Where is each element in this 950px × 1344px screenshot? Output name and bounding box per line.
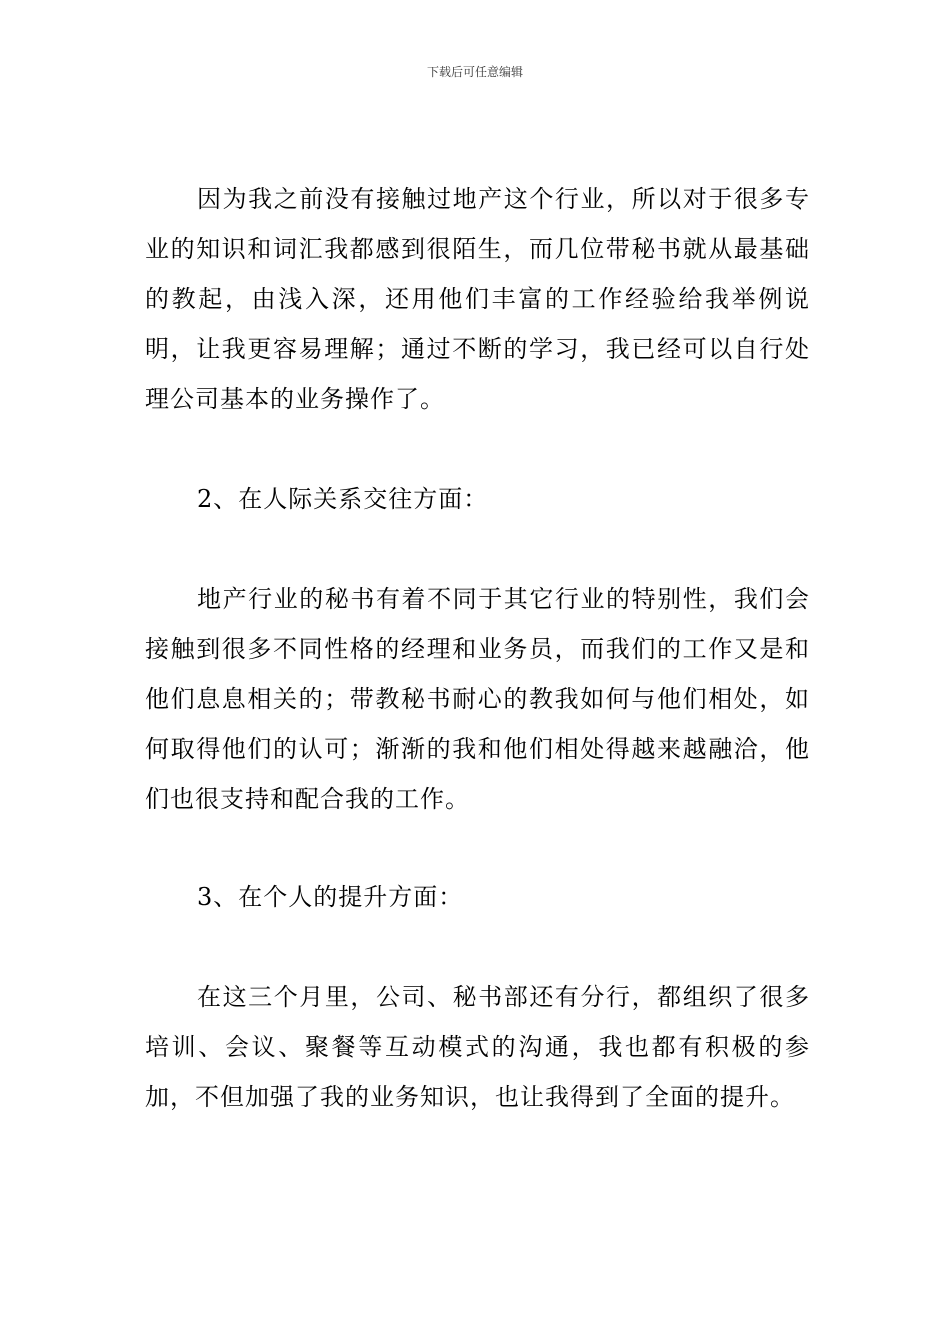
paragraph-text: 因为我之前没有接触过地产这个行业，所以对于很多专业的知识和词汇我都感到很陌生，而几位带秘书就从最基础的教起，由浅入深，还用他们丰富的工作经验给我举例说明，让我更容易理解；通过不断的学习，我已经可以自行处理公司基本的业务操作了。: [145, 185, 810, 413]
paragraph-text: 在这三个月里，公司、秘书部还有分行，都组织了很多培训、会议、聚餐等互动模式的沟通，我也都有积极的参加，不但加强了我的业务知识，也让我得到了全面的提升。: [145, 983, 810, 1111]
page-header: 下载后可任意编辑: [426, 65, 523, 79]
section-heading-personal-growth: [145, 872, 810, 922]
heading-text: 2、在人际关系交往方面：: [197, 485, 489, 513]
heading-text: 3、在个人的提升方面：: [197, 883, 464, 911]
section-heading-interpersonal: [145, 474, 810, 524]
paragraph-text: 地产行业的秘书有着不同于其它行业的特别性，我们会接触到很多不同性格的经理和业务员，而我们的工作又是和他们息息相关的；带教秘书耐心的教我如何与他们相处，如何取得他们的认可；渐渐的我和他们相处得越来越融洽，他们也很支持和配合我的工作。: [145, 585, 810, 813]
paragraph-learning: [145, 174, 810, 424]
paragraph-interpersonal: [145, 574, 810, 824]
paragraph-personal-growth: [145, 972, 810, 1122]
